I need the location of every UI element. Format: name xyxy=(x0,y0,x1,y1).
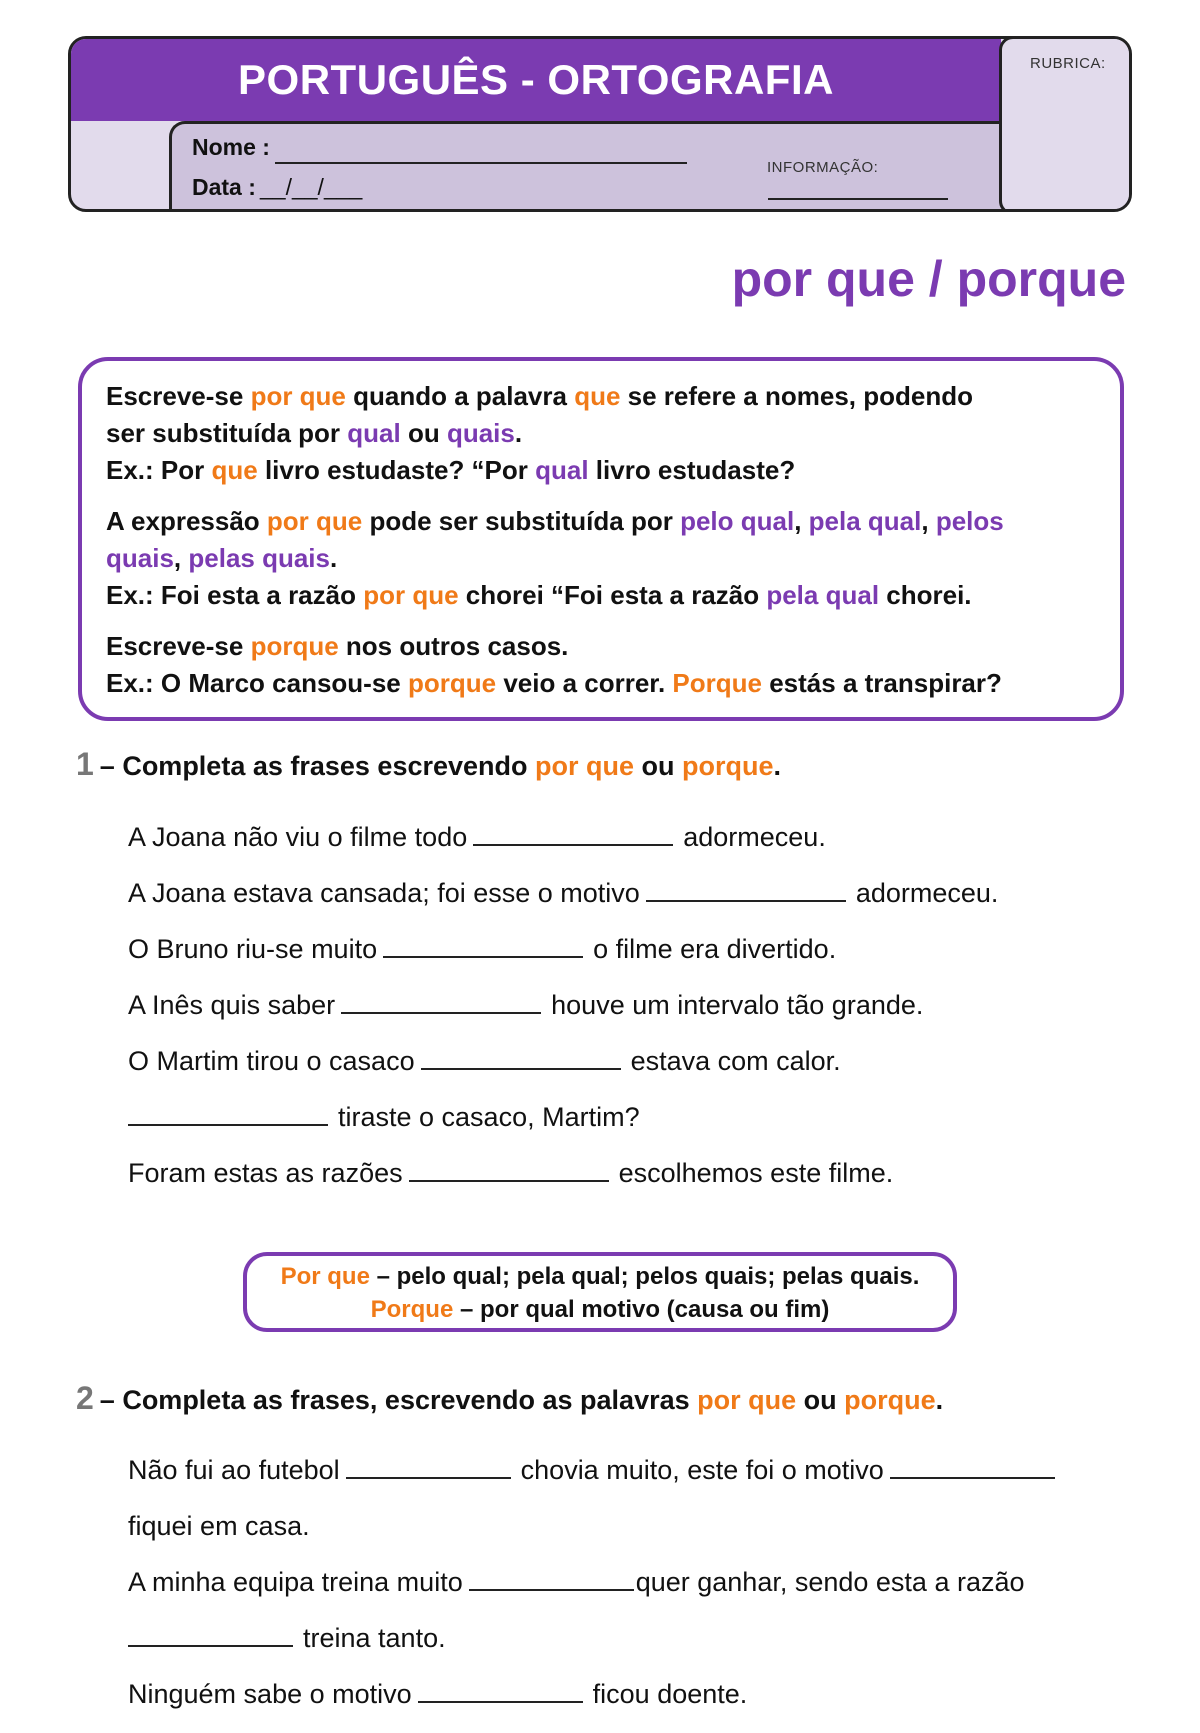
answer-blank[interactable] xyxy=(409,1158,609,1182)
rule-1-line-2: ser substituída por qual ou quais. xyxy=(106,418,523,448)
rule-2-line-1: A expressão por que pode ser substituída por pelo qual, pela qual, pelos xyxy=(106,506,1004,536)
exercise-1-sentence: tiraste o casaco, Martim? xyxy=(128,1102,640,1133)
info-field[interactable] xyxy=(768,198,948,200)
exercise-1-number: 1 xyxy=(76,746,94,782)
exercise-2-sentence: Ninguém sabe o motivo ficou doente. xyxy=(128,1679,748,1709)
rule-3-example: Ex.: O Marco cansou-se porque veio a correr. Porque estás a transpirar? xyxy=(106,668,1002,698)
answer-blank[interactable] xyxy=(128,1623,293,1647)
answer-blank[interactable] xyxy=(128,1102,328,1126)
answer-blank[interactable] xyxy=(890,1455,1055,1479)
rule-2-line-2: quais, pelas quais. xyxy=(106,543,338,573)
exercise-2-sentence: Não fui ao futebol chovia muito, este foi o motivo xyxy=(128,1455,1065,1486)
answer-blank[interactable] xyxy=(346,1455,511,1479)
summary-line-2: Porque – por qual motivo (causa ou fim) xyxy=(370,1296,830,1323)
exercise-2-sentence: treina tanto. xyxy=(128,1623,446,1654)
rule-1-example: Ex.: Por que livro estudaste? “Por qual livro estudaste? xyxy=(106,455,796,485)
worksheet-header xyxy=(68,36,1132,212)
rules-box xyxy=(78,357,1124,721)
exercise-1-sentence: A Joana estava cansada; foi esse o motivo adormeceu. xyxy=(128,878,999,908)
summary-line-1: Por que – pelo qual; pela qual; pelos quais; pelas quais. xyxy=(280,1263,920,1290)
rubric-label: RUBRICA: xyxy=(1030,55,1106,72)
answer-blank[interactable] xyxy=(383,934,583,958)
summary-box xyxy=(243,1252,957,1332)
exercise-2-sentence: A minha equipa treina muito quer ganhar, sendo esta a razão xyxy=(128,1567,1025,1597)
date-label: Data : xyxy=(192,174,256,200)
answer-blank[interactable] xyxy=(469,1567,634,1591)
page-title: por que / porque xyxy=(731,251,1126,307)
exercise-1-sentence: A Joana não viu o filme todo adormeceu. xyxy=(128,822,826,852)
student-info-panel xyxy=(169,121,1001,212)
rule-1-line-1: Escreve-se por que quando a palavra que se refere a nomes, podendo xyxy=(106,381,973,411)
name-field[interactable] xyxy=(275,162,687,164)
exercise-1-sentence: Foram estas as razões escolhemos este filme. xyxy=(128,1158,894,1188)
worksheet-title: PORTUGUÊS - ORTOGRAFIA xyxy=(71,39,1001,121)
rule-3-line-1: Escreve-se porque nos outros casos. xyxy=(106,631,569,661)
exercise-1-sentence: A Inês quis saber houve um intervalo tão grande. xyxy=(128,990,924,1020)
rubric-box xyxy=(999,36,1132,212)
exercise-1-sentence: O Martim tirou o casaco estava com calor. xyxy=(128,1046,841,1076)
rule-2-example: Ex.: Foi esta a razão por que chorei “Foi esta a razão pela qual chorei. xyxy=(106,580,972,610)
exercise-2-number: 2 xyxy=(76,1380,94,1416)
date-field[interactable]: __/__/___ xyxy=(260,174,363,200)
answer-blank[interactable] xyxy=(341,990,541,1014)
answer-blank[interactable] xyxy=(473,822,673,846)
answer-blank[interactable] xyxy=(421,1046,621,1070)
info-label: INFORMAÇÃO: xyxy=(767,159,879,176)
answer-blank[interactable] xyxy=(646,878,846,902)
exercise-2-sentence: fiquei em casa. xyxy=(128,1511,310,1541)
answer-blank[interactable] xyxy=(418,1679,583,1703)
name-label: Nome : xyxy=(192,134,270,160)
exercise-1-title: 1 – Completa as frases escrevendo por que ou porque. xyxy=(76,746,782,782)
exercise-2-title: 2 – Completa as frases, escrevendo as palavras por que ou porque. xyxy=(76,1380,944,1416)
exercise-1-sentence: O Bruno riu-se muito o filme era divertido. xyxy=(128,934,837,964)
